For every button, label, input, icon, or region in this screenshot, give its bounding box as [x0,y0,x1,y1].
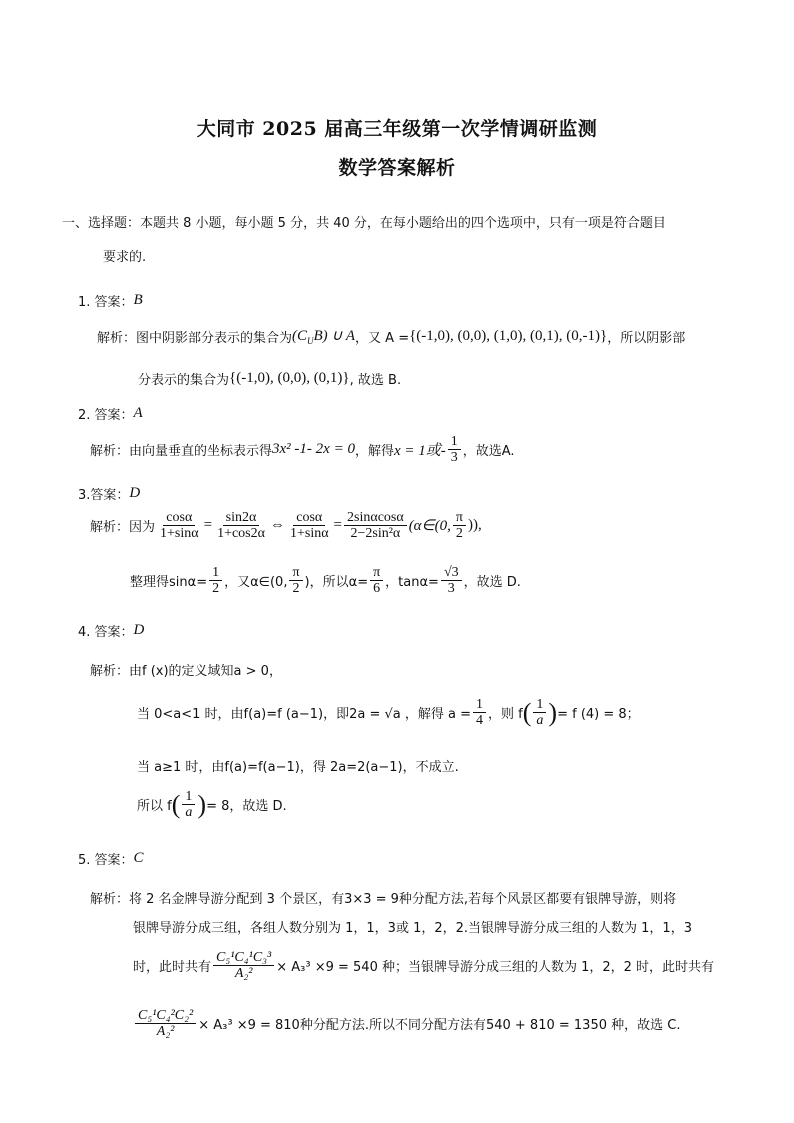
q4-one-over-a: $\frac{1}{a}$ [533,697,546,729]
q4-analysis-line1: 解析：由f (x)的定义域知a > 0， [90,664,282,679]
q3-half: $\frac{1}{2}$ [209,565,222,597]
q2-analysis: 解析：由向量垂直的坐标表示得 3x² -1- 2x = 0 ，解得 x = 1或- $\frac{1}{3}$ ，故选A. [90,434,515,466]
q3-analysis-line1: 解析：因为 $\frac{\cos\alpha}{1+\sin\alpha}$ = $\frac{\sin 2\alpha}{1+\cos 2\alpha}$ ⇔ $\frac{\cos\alpha}{1+\sin\alpha}$ = $\frac{2\sin\alpha\cos\alpha}{\text{2−2sin²α}}$ (α∈(0, $\frac{\pi}{2}$ )), [90,510,482,542]
q3-fraction-2: $\frac{\sin 2\alpha}{1+\cos 2\alpha}$ [217,510,265,542]
q5-analysis-line1: 解析：将 2 名金牌导游分配到 3 个景区，有3×3 = 9种分配方法,若每个风景区都要有银牌导游，则将 [90,892,677,907]
q5-combination-fraction-2: $\frac{\text{C₅¹C₄²C₂²}}{\text{A₂²}}$ [135,1008,196,1040]
q5-answer: 5. 答案： C [78,850,144,868]
q4-analysis-line4: 所以 f ( $\frac{1}{a}$ ) = 8，故选 D. [137,789,287,821]
q4-answer: 4. 答案： D [78,622,145,640]
q3-answer: 3.答案： D [78,485,141,503]
q2-answer: 2. 答案： A [78,405,143,423]
q4-analysis-line3: 当 a≥1 时，由f(a)=f(a−1)，得 2a=2(a−1)，不成立. [137,760,459,775]
q5-analysis-line4: $\frac{\text{C₅¹C₄²C₂²}}{\text{A₂²}}$ × A₃³ ×9 = 810种分配方法.所以不同分配方法有540 + 810 = 1350 种，故选 C. [133,1008,680,1040]
q3-pi-over-6: $\frac{\pi}{6}$ [370,565,383,597]
q4-analysis-line2: 当 0<a<1 时，由f(a)=f (a−1)，即2a = √a ，解得 a = $\frac{1}{4}$ ，则 f ( $\frac{1}{a}$ ) = f (4) = 8； [137,697,640,729]
page-title: 大同市 2025 届高三年级第一次学情调研监测 [196,118,598,140]
q3-tan-value: $\frac{√3}{3}$ [441,565,462,597]
q3-fraction-3: $\frac{\cos\alpha}{1+\sin\alpha}$ [289,510,329,542]
q5-analysis-line2: 银牌导游分成三组，各组人数分别为 1，1，3或 1，2，2.当银牌导游分成三组的人数为 1，1，3 [133,921,692,936]
q1-result-set: {(-1,0), (0,0), (0,1)} [229,370,350,386]
q5-analysis-line3: 时，此时共有 $\frac{\text{C₅¹C₄¹C₃³}}{\text{A₂²}}$ × A₃³ ×9 = 540 种；当银牌导游分成三组的人数为 1，2，2 时，此时共有 [133,950,715,982]
q1-analysis-line1: 解析：图中阴影部分表示的集合为 $(C_UB)$ ∪ A ，又 A = {(-1,0), (0,0), (1,0), (0,1), (0,-1)} ，所以阴影部 [97,327,686,346]
q3-fraction-1: $\frac{\cos\alpha}{1+\sin\alpha}$ [160,510,199,542]
section1-line2: 要求的. [103,250,147,265]
q1-set-a: {(-1,0), (0,0), (1,0), (0,1), (0,-1)} [409,327,608,344]
q5-combination-fraction-1: $\frac{\text{C₅¹C₄¹C₃³}}{\text{A₂²}}$ [213,950,274,982]
section1-line1: 一、选择题：本题共 8 小题，每小题 5 分，共 40 分，在每小题给出的四个选项中，只有一项是符合题目 [62,216,666,231]
q1-complement-expr: $(C_UB)$ ∪ A [292,328,356,346]
q4-one-over-a-b: $\frac{1}{a}$ [182,789,195,821]
q3-pi-over-2: $\frac{\pi}{2}$ [453,510,466,542]
q1-analysis-line2: 分表示的集合为 {(-1,0), (0,0), (0,1)} , 故选 B. [138,370,402,388]
page-subtitle: 数学答案解析 [338,157,456,179]
q2-equation: 3x² -1- 2x = 0 [272,441,355,458]
q3-analysis-line2: 整理得sinα= $\frac{1}{2}$ ，又α∈(0, $\frac{\pi}{2}$ )，所以α= $\frac{\pi}{6}$ ，tanα= $\frac{√3}{3}$ ，故选 D. [130,565,521,597]
q2-fraction: $\frac{1}{3}$ [448,434,461,466]
q4-quarter: $\frac{1}{4}$ [473,697,486,729]
q3-pi-over-2-b: $\frac{\pi}{2}$ [289,565,302,597]
q3-fraction-4: $\frac{2\sin\alpha\cos\alpha}{\text{2−2sin²α}}$ [344,510,407,542]
q1-answer: 1. 答案： B [78,292,143,310]
